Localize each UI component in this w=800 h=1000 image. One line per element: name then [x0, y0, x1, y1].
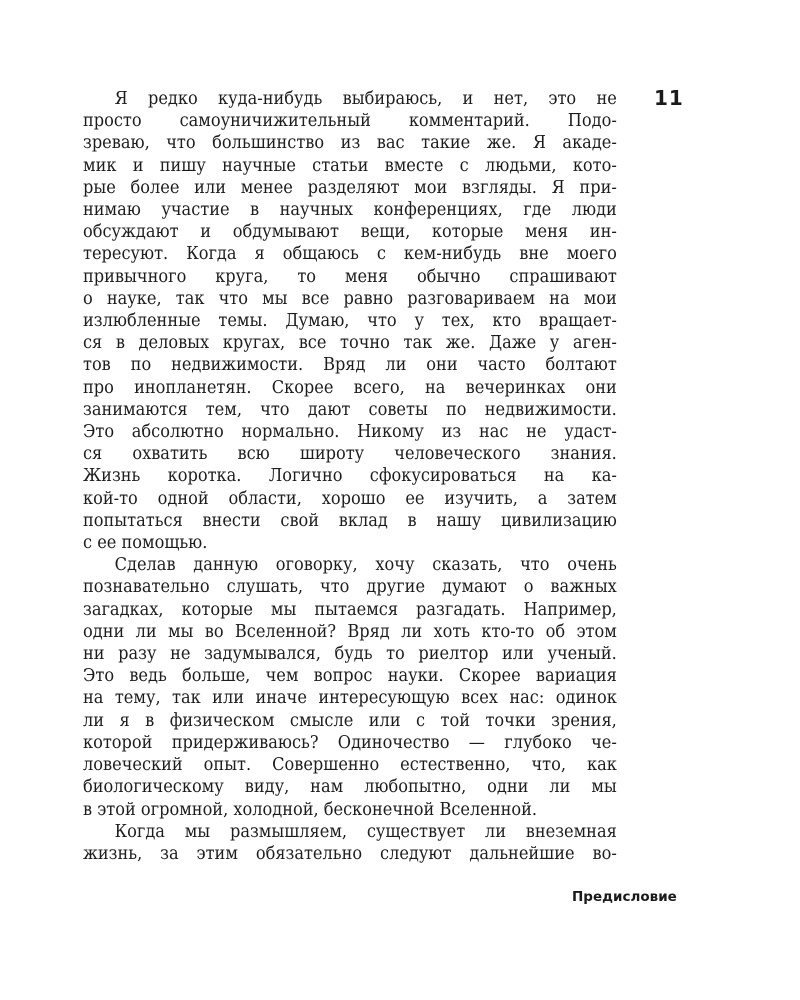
text-line: загадках, которые мы пытаемся разгадать. Например,: [83, 599, 617, 620]
text-line: Я редко куда-нибудь выбираюсь, и нет, это не: [114, 89, 617, 109]
text-line: зреваю, что большинство из вас такие же. Я акаде-: [83, 133, 617, 154]
text-line: в этой огромной, холодной, бесконечной Вселенной.: [83, 799, 538, 820]
text-line: Это ведь больше, чем вопрос науки. Скорее вариация: [83, 666, 617, 687]
text-line: мик и пишу научные статьи вместе с людьми, кото-: [83, 155, 617, 176]
text-line: просто самоуничижительный комментарий. Подо-: [83, 111, 617, 132]
text-line: попытаться внести свой вклад в нашу цивилизацию: [83, 510, 617, 531]
text-line: Когда мы размышляем, существует ли внеземная: [114, 821, 617, 842]
text-line: одни ли мы во Вселенной? Вряд ли хоть кто-то об этом: [83, 621, 617, 642]
text-line: Жизнь коротка. Логично сфокусироваться на ка-: [83, 466, 617, 487]
text-line: Это абсолютно нормально. Никому из нас не удаст-: [83, 422, 617, 443]
text-line: обсуждают и обдумывают вещи, которые меня ин-: [83, 222, 617, 243]
running-footer: Предисловие: [572, 889, 677, 905]
text-line: тересуют. Когда я общаюсь с кем-нибудь вне моего: [83, 244, 617, 265]
text-line: о науке, так что мы все равно разговариваем на мои: [83, 288, 617, 309]
body-text: [83, 88, 617, 865]
text-line: ся охватить всю широту человеческого знания.: [83, 444, 617, 465]
text-line: кой-то одной области, хорошо ее изучить, а затем: [83, 488, 617, 509]
text-line: занимаются тем, что дают советы по недвижимости.: [83, 399, 617, 420]
text-line: Сделав данную оговорку, хочу сказать, что очень: [114, 555, 617, 576]
text-line: на тему, так или иначе интересующую всех нас: одинок: [83, 688, 617, 709]
text-line: ни разу не задумывался, будь то риелтор или ученый.: [83, 644, 617, 665]
text-line: рые более или менее разделяют мои взгляды. Я при-: [83, 177, 617, 198]
text-line: ли я в физическом смысле или с той точки зрения,: [83, 710, 617, 731]
text-line: привычного круга, то меня обычно спрашивают: [83, 266, 617, 287]
text-line: с ее помощью.: [83, 533, 208, 554]
text-line: биологическому виду, нам любопытно, одни ли мы: [83, 777, 617, 798]
text-line: ловеческий опыт. Совершенно естественно, что, как: [83, 755, 617, 776]
text-line: жизнь, за этим обязательно следуют дальнейшие во-: [83, 843, 617, 864]
text-line: которой придерживаюсь? Одиночество — глубоко че-: [83, 732, 617, 753]
text-line: познавательно слушать, что другие думают о важных: [83, 577, 617, 598]
text-line: излюбленные темы. Думаю, что у тех, кто вращает-: [83, 311, 617, 332]
text-line: нимаю участие в научных конференциях, где люди: [83, 200, 617, 221]
text-line: про инопланетян. Скорее всего, на вечеринках они: [83, 377, 617, 398]
text-line: ся в деловых кругах, все точно так же. Даже у аген-: [83, 333, 617, 354]
text-line: тов по недвижимости. Вряд ли они часто болтают: [83, 355, 617, 376]
page-number: 11: [654, 86, 684, 110]
